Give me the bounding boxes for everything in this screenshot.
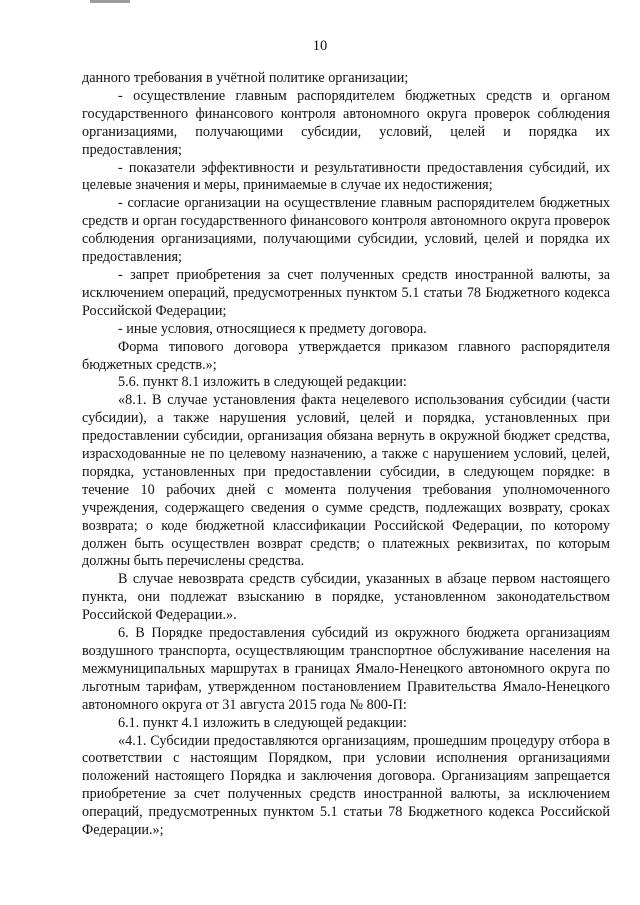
- paragraph: - запрет приобретения за счет полученных средств иностранной валюты, за исключением операций, предусмотренных пунктом 5.1 статьи 78 Бюджетного кодекса Российской Федерации;: [82, 266, 610, 319]
- page-number: 10: [312, 38, 328, 54]
- paragraph: - показатели эффективности и результативности предоставления субсидий, их целевые значения и меры, принимаемые в случае их недостижения;: [82, 159, 610, 194]
- paragraph: Форма типового договора утверждается приказом главного распорядителя бюджетных средств.»;: [82, 338, 610, 373]
- paragraph: данного требования в учётной политике организации;: [82, 70, 409, 86]
- paragraph: - согласие организации на осуществление главным распорядителем бюджетных средств и орган государственного финансового контроля автономного округа проверок соблюдения организациями, получающими субсидии, условий, целей и порядка их предоставления;: [82, 195, 610, 266]
- paragraph: В случае невозврата средств субсидии, указанных в абзаце первом настоящего пункта, они подлежат взысканию в порядке, установленном законодательством Российской Федерации.».: [82, 571, 610, 624]
- paragraph: «8.1. В случае установления факта нецелевого использования субсидии (части субсидии), а также нарушения условий, целей и порядка, установленных при предоставлении субсидии, организация обязана вернуть в окружной бюджет средства, израсходованные не по целевому назначению, а также с нарушением условий, целей, порядка, установленных при предоставлении субсидии, в следующем порядке: в течение 10 рабочих дней с момента получения требования уполномоченного учреждения, содержащего сведения о сумме средств, подлежащих возврату, сроках возврата; о коде бюджетной классификации Российской Федерации, по которому должен быть осуществлен возврат средств; о платежных реквизитах, по которым должны быть перечислены средства.: [82, 392, 610, 570]
- paragraph: 6. В Порядке предоставления субсидий из окружного бюджета организациям воздушного транспорта, осуществляющим транспортное обслуживание населения на межмуниципальных маршрутах в границах Ямало-Ненецкого автономного округа по льготным тарифам, утвержденном постановлением Правительства Ямало-Ненецкого автономного округа от 31 августа 2015 года № 800-П:: [82, 625, 610, 713]
- paragraph: 5.6. пункт 8.1 изложить в следующей редакции:: [118, 374, 407, 391]
- paragraph: - иные условия, относящиеся к предмету договора.: [118, 320, 427, 337]
- scan-artifact: [90, 0, 130, 3]
- document-body: [82, 70, 610, 840]
- paragraph: «4.1. Субсидии предоставляются организациям, прошедшим процедуру отбора в соответствии с настоящим Порядком, при условии исполнения организациями положений настоящего Порядка и заключения договора. Организациям запрещается приобретение за счет полученных средств иностранной валюты, за исключением операций, предусмотренных пунктом 5.1 статьи 78 Бюджетного кодекса Российской Федерации.»;: [82, 732, 610, 839]
- paragraph: 6.1. пункт 4.1 изложить в следующей редакции:: [118, 714, 407, 731]
- paragraph: - осуществление главным распорядителем бюджетных средств и органом государственного финансового контроля автономного округа проверок соблюдения организациями, получающими субсидии, условий, целей и порядка их предоставления;: [82, 87, 610, 158]
